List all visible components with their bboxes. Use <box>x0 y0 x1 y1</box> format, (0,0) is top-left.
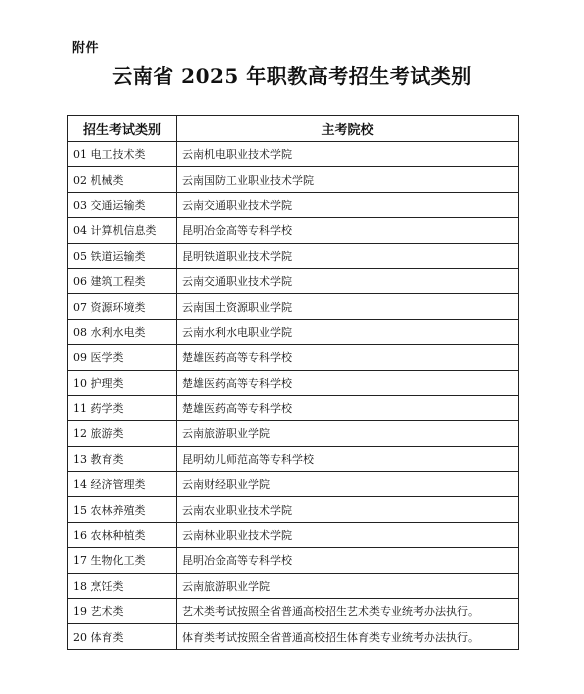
table-row <box>68 345 519 370</box>
host-school-cell: 楚雄医药高等专科学校 <box>177 370 519 395</box>
exam-category-cell: 15 农林养殖类 <box>68 497 177 522</box>
exam-category-cell: 02 机械类 <box>68 167 177 192</box>
host-school-cell: 云南交通职业技术学院 <box>177 268 519 293</box>
table-row <box>68 395 519 420</box>
exam-category-cell: 06 建筑工程类 <box>68 268 177 293</box>
table-row <box>68 142 519 167</box>
exam-category-cell: 17 生物化工类 <box>68 548 177 573</box>
exam-category-cell: 01 电工技术类 <box>68 142 177 167</box>
attachment-label: 附件 <box>72 41 100 56</box>
column-header-school: 主考院校 <box>177 116 519 142</box>
table-row <box>68 294 519 319</box>
exam-category-cell: 20 体育类 <box>68 624 177 649</box>
table-row <box>68 167 519 192</box>
host-school-cell: 云南交通职业技术学院 <box>177 192 519 217</box>
table-row <box>68 421 519 446</box>
host-school-cell: 昆明铁道职业技术学院 <box>177 243 519 268</box>
exam-category-cell: 11 药学类 <box>68 395 177 420</box>
table-row <box>68 472 519 497</box>
exam-category-cell: 14 经济管理类 <box>68 472 177 497</box>
table-body <box>68 142 519 650</box>
document-title: 云南省 2025 年职教高考招生考试类别 <box>112 64 472 88</box>
table-row <box>68 522 519 547</box>
table-row <box>68 599 519 624</box>
host-school-cell: 云南水利水电职业学院 <box>177 319 519 344</box>
host-school-cell: 云南旅游职业学院 <box>177 573 519 598</box>
table-row <box>68 624 519 649</box>
exam-category-cell: 10 护理类 <box>68 370 177 395</box>
table-row <box>68 573 519 598</box>
exam-category-table <box>67 115 519 650</box>
table-row <box>68 319 519 344</box>
host-school-cell: 云南国土资源职业学院 <box>177 294 519 319</box>
column-header-category: 招生考试类别 <box>68 116 177 142</box>
table-row <box>68 548 519 573</box>
table-row <box>68 192 519 217</box>
exam-category-cell: 05 铁道运输类 <box>68 243 177 268</box>
table-row <box>68 268 519 293</box>
host-school-cell: 云南林业职业技术学院 <box>177 522 519 547</box>
host-school-cell: 楚雄医药高等专科学校 <box>177 345 519 370</box>
exam-category-cell: 03 交通运输类 <box>68 192 177 217</box>
host-school-cell: 云南机电职业技术学院 <box>177 142 519 167</box>
exam-category-cell: 08 水利水电类 <box>68 319 177 344</box>
host-school-cell: 昆明幼儿师范高等专科学校 <box>177 446 519 471</box>
exam-category-cell: 09 医学类 <box>68 345 177 370</box>
host-school-cell: 云南旅游职业学院 <box>177 421 519 446</box>
exam-category-cell: 07 资源环境类 <box>68 294 177 319</box>
exam-category-cell: 18 烹饪类 <box>68 573 177 598</box>
exam-category-cell: 04 计算机信息类 <box>68 218 177 243</box>
exam-category-cell: 16 农林种植类 <box>68 522 177 547</box>
host-school-cell: 昆明冶金高等专科学校 <box>177 548 519 573</box>
table-row <box>68 370 519 395</box>
exam-category-cell: 13 教育类 <box>68 446 177 471</box>
exam-category-cell: 12 旅游类 <box>68 421 177 446</box>
host-school-cell: 云南财经职业学院 <box>177 472 519 497</box>
host-school-cell: 昆明冶金高等专科学校 <box>177 218 519 243</box>
exam-category-cell: 19 艺术类 <box>68 599 177 624</box>
table-header-row <box>68 116 519 142</box>
host-school-cell: 云南国防工业职业技术学院 <box>177 167 519 192</box>
table-row <box>68 446 519 471</box>
table-row <box>68 497 519 522</box>
host-school-cell: 艺术类考试按照全省普通高校招生艺术类专业统考办法执行。 <box>177 599 519 624</box>
table-row <box>68 218 519 243</box>
host-school-cell: 楚雄医药高等专科学校 <box>177 395 519 420</box>
table-row <box>68 243 519 268</box>
table-header <box>68 116 519 142</box>
host-school-cell: 体育类考试按照全省普通高校招生体育类专业统考办法执行。 <box>177 624 519 649</box>
host-school-cell: 云南农业职业技术学院 <box>177 497 519 522</box>
